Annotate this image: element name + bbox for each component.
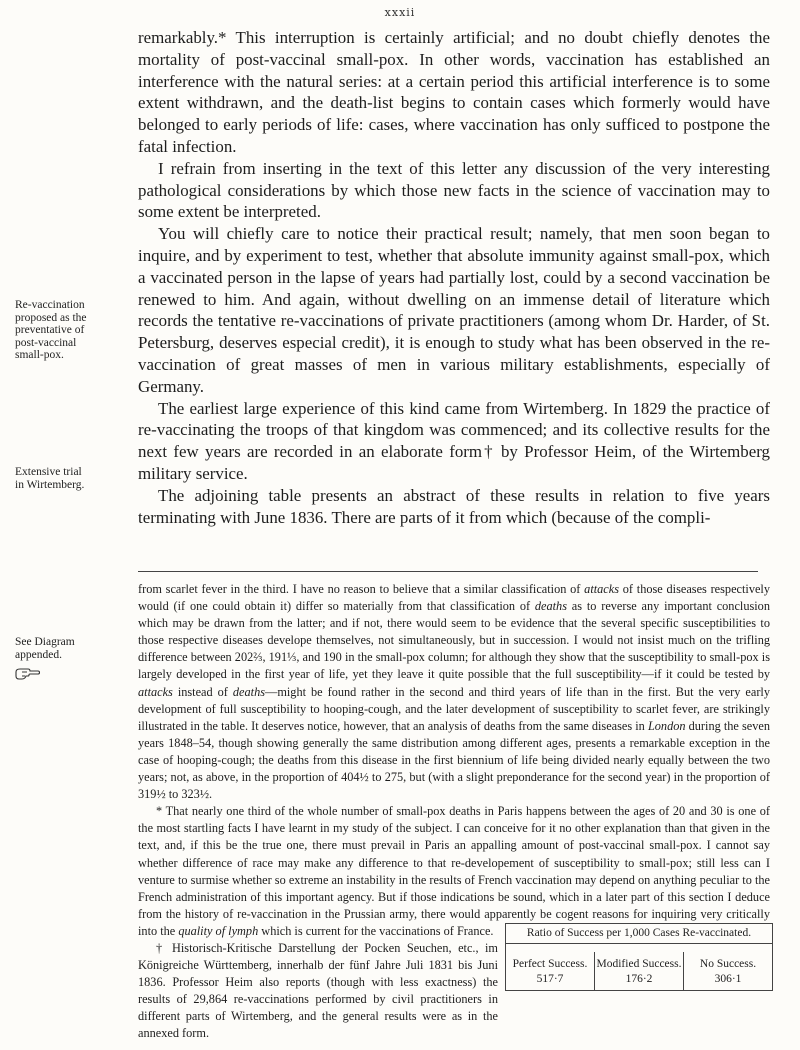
footnote-rule xyxy=(138,571,758,572)
sidenote-line: appended. xyxy=(15,648,62,661)
table-cell-none xyxy=(684,952,772,990)
sidenote-line: See Diagram xyxy=(15,636,75,648)
sidenote-wirtemberg xyxy=(15,466,84,491)
sidenote-line: Extensive trial xyxy=(15,466,82,478)
sidenote-diagram xyxy=(15,636,75,661)
footnote-dagger: † Historisch-Kritische Darstellung der Pocken Seuchen, etc., im Königreiche Württemberg, innerhalb der fünf Jahre Juli 1831 bis Juni 1836. Professor Heim also reports (though with less exactness) the results of 29,864 re-vaccinations performed by civil practitioners in different parts of Wirtemberg, and the general results were as in the annexed form. xyxy=(138,940,498,1041)
paragraph-revaccination: You will chiefly care to notice their practical result; namely, that men soon began to inquire, and by experiment to test, whether that absolute immunity against small-pox, which a vaccinated person in the lapse of years had partially lost, could by a second vaccination be renewed to him. And again, without dwelling on an immense detail of literature which records the tentative re-vaccinations of private practitioners (among whom Dr. Harder, of St. Petersburg, deserves especial credit), it is enough to study what has been observed in the re-vaccination of great masses of men in various military establishments, especially of Germany. xyxy=(138,224,770,396)
footnote-continued xyxy=(138,581,770,803)
page-number: xxxii xyxy=(384,6,416,19)
note-text: which is current for the vaccinations of France. xyxy=(258,923,494,938)
note-emphasis: London xyxy=(647,718,686,733)
paragraph-pathological: I refrain from inserting in the text of this letter any discussion of the very interesting pathological considerations by which those new facts in the science of vaccination may to some extent be interpreted. xyxy=(138,158,770,222)
sidenote-revaccination xyxy=(15,299,87,362)
note-text: of those diseases respectively would (if one could obtain it) differ so materially from that classification of xyxy=(138,582,770,614)
sidenote-line: preventative of xyxy=(15,324,85,336)
note-emphasis: attacks xyxy=(584,582,620,596)
note-emphasis: deaths xyxy=(232,684,266,699)
column-header: No Success. xyxy=(699,958,757,970)
note-emphasis: deaths xyxy=(534,599,567,614)
note-text: instead of xyxy=(172,684,233,699)
sidenote-line: post-vaccinal xyxy=(15,336,77,349)
column-value: 517·7 xyxy=(536,973,564,985)
table-cell-perfect xyxy=(506,952,595,990)
paragraph-table-intro: The adjoining table presents an abstract of these results in relation to five years terminating with June 1836. There are parts of it from which (because of the compli- xyxy=(138,485,770,527)
table-cell-modified xyxy=(595,952,684,990)
footnote-star xyxy=(138,803,770,940)
note-text: —might be found rather in the second and third years of life than in the first. But the very early development of full susceptibility to hooping-cough, and the later development of susceptibility to scarlet fever, are strikingly illustrated in the table. It deserves notice, however, that an analysis of deaths from the same diseases in xyxy=(138,684,770,733)
paragraph-wirtemberg: The earliest large experience of this kind came from Wirtemberg. In 1829 the practice of re-vaccinating the troops of that kingdom was commenced; and its collective results for the next few years are recorded in an elaborate form† by Professor Heim, of the Wirtemberg military service. xyxy=(138,398,770,483)
sidenote-line: proposed as the xyxy=(15,311,87,324)
note-text: from scarlet fever in the third. I have no reason to believe that a similar classification of xyxy=(138,582,585,596)
sidenote-line: Re-vaccination xyxy=(15,299,85,311)
note-text: * That nearly one third of the whole number of small-pox deaths in Paris happens between the ages of 20 and 30 is one of the most startling facts I have learnt in my study of the subject. I can conceive for it no other explanation than that given in the text, and, if this be the true one, there must prevail in Paris an appalling amount of post-vaccinal small-pox. I cannot say whether difference of race may make any difference to that re-developement of susceptibility to small-pox; still less can I venture to surmise whether so extreme an instability in the results of French vaccination may depend on anything peculiar to the French administration of this important agency. But if those indications be sound, which in a later part of this section I deduce from the history of re-vaccination in the Prussian army, there would apparently be cogent reasons for inquiring very critically into the xyxy=(138,804,770,938)
note-emphasis: attacks xyxy=(138,684,173,699)
table-row xyxy=(506,952,772,990)
success-ratio-table xyxy=(505,923,773,991)
main-text xyxy=(138,27,770,528)
column-header: Modified Success. xyxy=(596,958,682,970)
column-value: 306·1 xyxy=(714,973,742,985)
note-emphasis: quality of lymph xyxy=(178,923,259,938)
note-text: during the seven years 1848–54, though showing generally the same distribution among different ages, presents a remarkable exception in the case of hooping-cough; the deaths from this disease in the first biennium of life being divided nearly equally between the two years; not, as above, in the proportion of 404½ to 275, but (with a slight preponderance for the second year) in the proportion of 319½ to 323½. xyxy=(138,718,770,802)
table-spacer xyxy=(506,944,772,952)
note-text: as to reverse any important conclusion which may be drawn from the latter; and if not, there would seem to be evidence that the several specific susceptibilities to those respective diseases develope themselves, not simultaneously, but in succession. I would not insist much on the trifling difference between 202⅔, 191⅓, and 190 in the small-pox column; for although they show that the susceptibility to small-pox is largely developed in the first year of life, yet they leave it quite possible that the full susceptibility—if it could be tested by xyxy=(138,599,770,682)
sidenote-line: in Wirtemberg. xyxy=(15,478,85,491)
sidenote-line: small-pox. xyxy=(15,349,64,361)
column-value: 176·2 xyxy=(625,973,653,985)
paragraph-continuation: remarkably.* This interruption is certainly artificial; and no doubt chiefly denotes the mortality of post-vaccinal small-pox. In other words, vaccination has established an interference with the natural series: at a certain period this artificial interference is to some extent withdrawn, and the death-list begins to contain cases which formerly would have belonged to early periods of life: cases, where vaccination has only sufficed to postpone the fatal infection. xyxy=(138,28,770,156)
pointing-hand-icon xyxy=(14,666,40,682)
table-caption: Ratio of Success per 1,000 Cases Re-vaccinated. xyxy=(506,924,772,944)
column-header: Perfect Success. xyxy=(512,958,588,970)
